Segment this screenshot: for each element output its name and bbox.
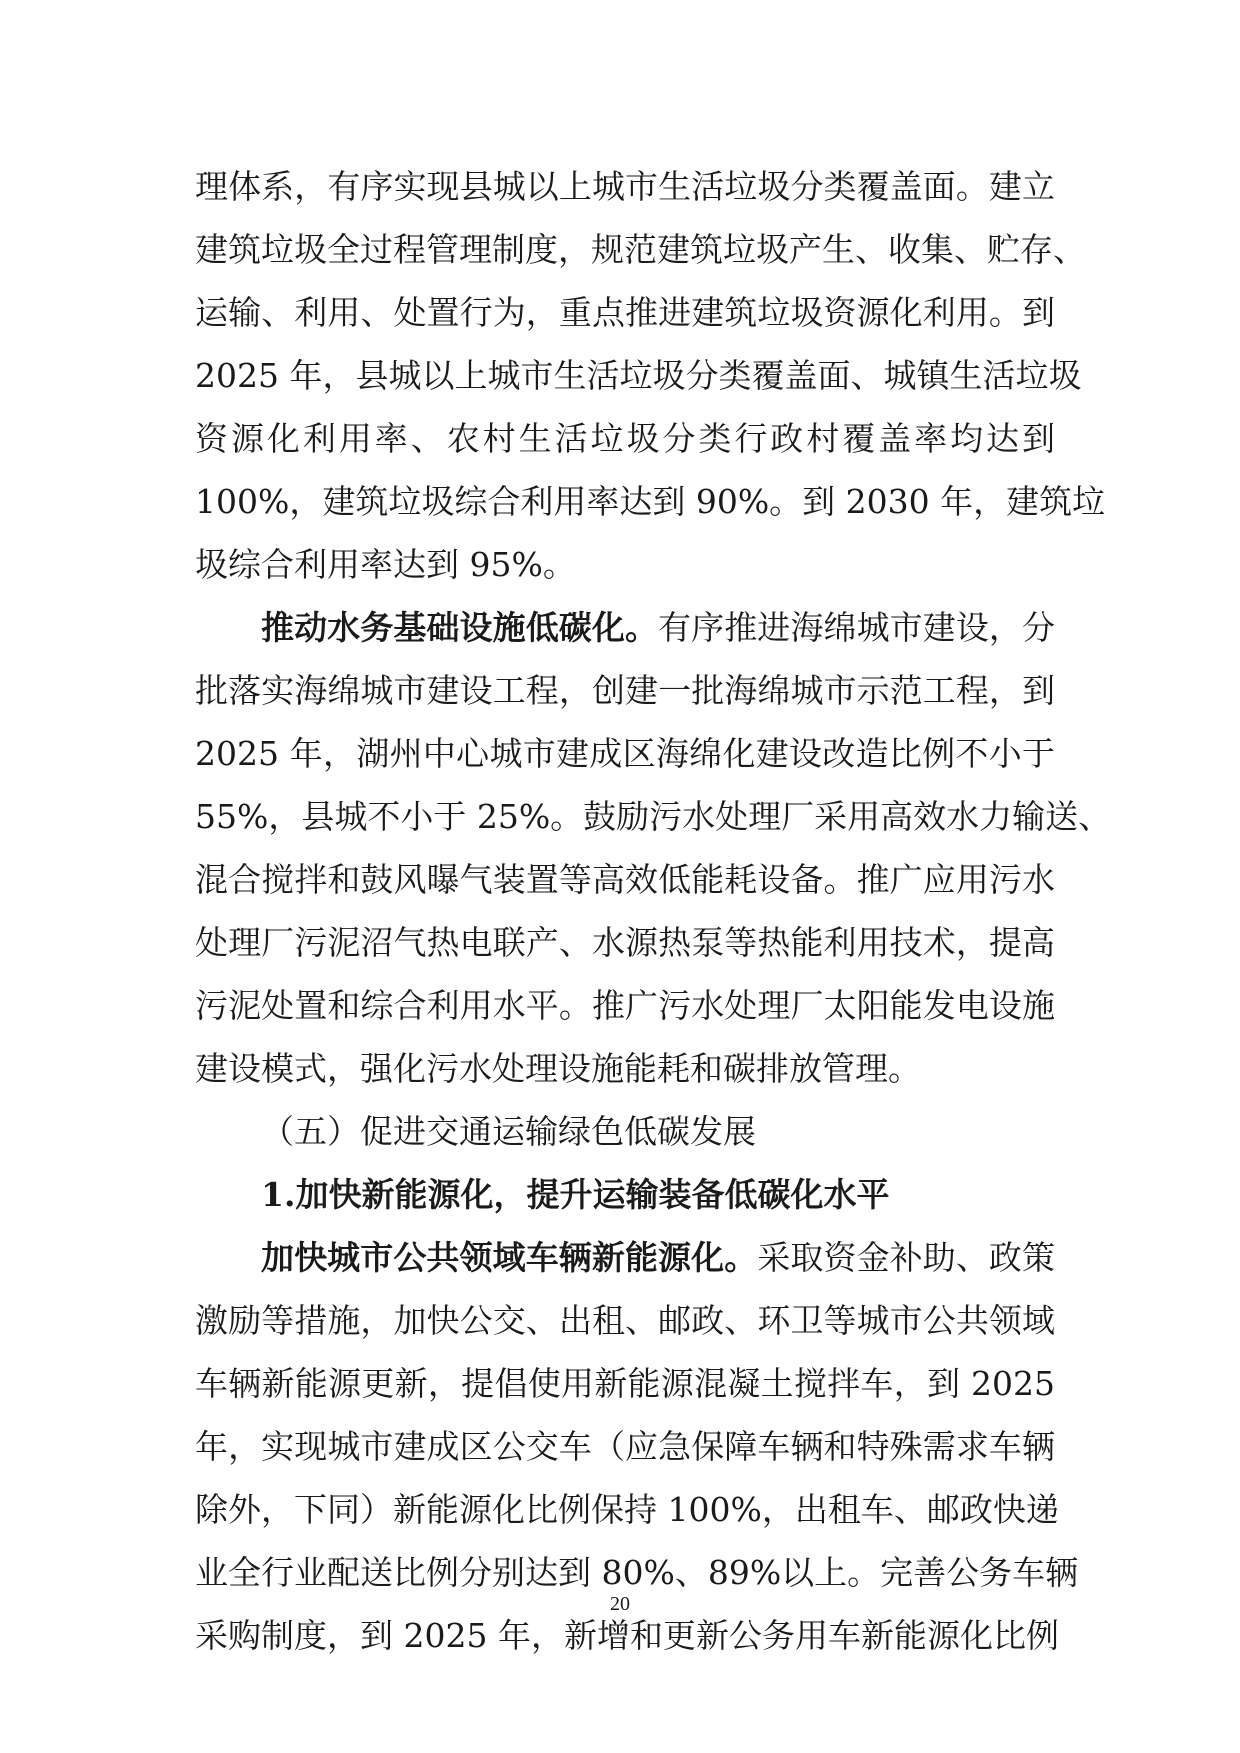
text-line: 2025 年，县城以上城市生活垃圾分类覆盖面、城镇生活垃圾: [195, 356, 1082, 395]
text-line: 理体系，有序实现县城以上城市生活垃圾分类覆盖面。建立: [195, 167, 1055, 206]
text-line: 55%，县城不小于 25%。鼓励污水处理厂采用高效水力输送、: [195, 797, 1112, 836]
paragraph-lead: 加快城市公共领域车辆新能源化。: [261, 1238, 758, 1277]
page-number: 20: [610, 1593, 630, 1615]
text-line: 污泥处置和综合利用水平。推广污水处理厂太阳能发电设施: [195, 986, 1055, 1025]
text-run: 有序推进海绵城市建设，分: [658, 608, 1056, 647]
text-line: [195, 596, 1055, 659]
text-line: 业全行业配送比例分别达到 80%、89%以上。完善公务车辆: [195, 1553, 1079, 1592]
text-line: 圾综合利用率达到 95%。: [195, 545, 576, 584]
sub-heading: 1.加快新能源化，提升运输装备低碳化水平: [261, 1175, 890, 1214]
text-line: 资源化利用率、农村生活垃圾分类行政村覆盖率均达到: [195, 419, 1055, 458]
text-line: 除外，下同）新能源化比例保持 100%，出租车、邮政快递: [195, 1490, 1059, 1529]
text-line: 100%，建筑垃圾综合利用率达到 90%。到 2030 年，建筑垃: [195, 482, 1106, 521]
text-line: 建设模式，强化污水处理设施能耗和碳排放管理。: [195, 1049, 921, 1088]
text-line: 车辆新能源更新，提倡使用新能源混凝土搅拌车，到 2025: [195, 1364, 1055, 1403]
text-line: 激励等措施，加快公交、出租、邮政、环卫等城市公共领域: [195, 1301, 1055, 1340]
paragraph-water-infrastructure: [195, 596, 1112, 1100]
paragraph-lead: 推动水务基础设施低碳化。: [261, 608, 659, 647]
text-line: 年，实现城市建成区公交车（应急保障车辆和特殊需求车辆: [195, 1427, 1055, 1466]
text-line: [195, 1226, 1055, 1289]
paragraph-waste-management: [195, 155, 1106, 596]
section-heading: （五）促进交通运输绿色低碳发展: [261, 1112, 756, 1151]
text-line: 采购制度，到 2025 年，新增和更新公务用车新能源化比例: [195, 1616, 1059, 1655]
text-line: 处理厂污泥沼气热电联产、水源热泵等热能利用技术，提高: [195, 923, 1055, 962]
text-line: 2025 年，湖州中心城市建成区海绵化建设改造比例不小于: [195, 734, 1055, 773]
text-line: 运输、利用、处置行为，重点推进建筑垃圾资源化利用。到: [195, 293, 1055, 332]
text-run: 采取资金补助、政策: [757, 1238, 1056, 1277]
text-line: 建筑垃圾全过程管理制度，规范建筑垃圾产生、收集、贮存、: [195, 230, 1086, 269]
document-body: [195, 155, 1112, 1667]
text-line: 混合搅拌和鼓风曝气装置等高效低能耗设备。推广应用污水: [195, 860, 1055, 899]
text-line: 批落实海绵城市建设工程，创建一批海绵城市示范工程，到: [195, 671, 1055, 710]
